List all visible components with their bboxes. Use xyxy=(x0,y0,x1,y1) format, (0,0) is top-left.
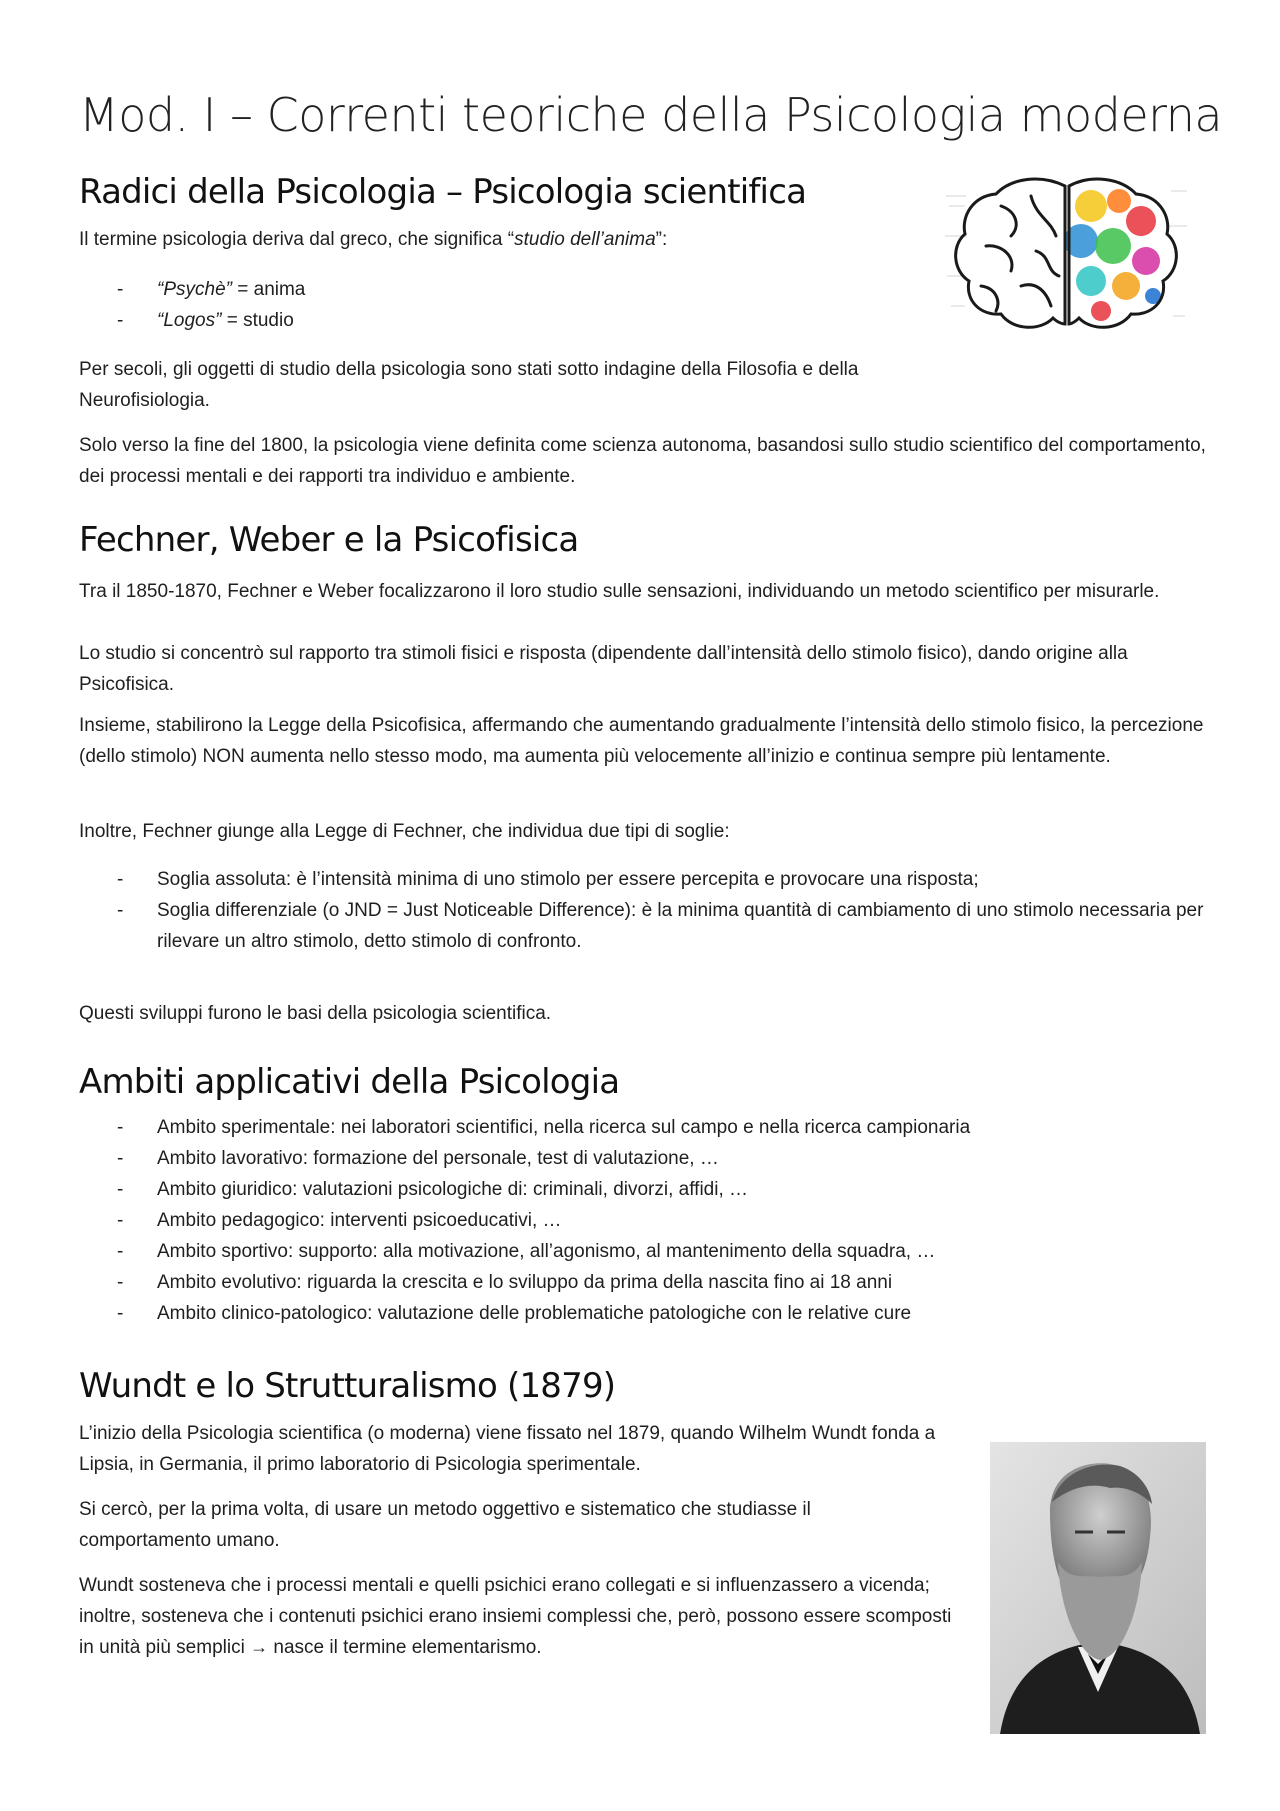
term-psyche: “Psychè” xyxy=(157,279,232,300)
term-logos-meaning: = studio xyxy=(221,310,294,331)
dash-marker: - xyxy=(117,1303,124,1324)
list-item xyxy=(79,1236,1209,1267)
list-item xyxy=(79,895,1209,957)
wundt-paragraph-3-conclusion: nasce il termine elementarismo. xyxy=(268,1637,542,1658)
ambito-sportivo: Ambito sportivo: supporto: alla motivazione, all’agonismo, al mantenimento della squadra, … xyxy=(157,1241,936,1262)
right-arrow-icon: → xyxy=(250,1637,269,1657)
dash-marker: - xyxy=(117,1117,124,1138)
list-item xyxy=(79,274,939,305)
dash-marker: - xyxy=(117,1179,124,1200)
dash-marker: - xyxy=(117,900,124,921)
wundt-paragraph-3 xyxy=(79,1570,959,1663)
ambito-sperimentale: Ambito sperimentale: nei laboratori scientifici, nella ricerca sul campo e nella ricerca campionaria xyxy=(157,1117,971,1138)
heading-ambiti: Ambiti applicativi della Psicologia xyxy=(79,1062,620,1102)
heading-radici: Radici della Psicologia – Psicologia scientifica xyxy=(79,172,807,212)
wundt-paragraph-3-text: Wundt sosteneva che i processi mentali e quelli psichici erano collegati e si influenzassero a vicenda; inoltre, sosteneva che i contenuti psichici erano insiemi complessi che, però, possono essere scomposti in unità più semplici xyxy=(79,1575,952,1658)
brain-illustration xyxy=(941,166,1193,342)
list-item xyxy=(79,864,1209,895)
ambito-evolutivo: Ambito evolutivo: riguarda la crescita e lo sviluppo da prima della nascita fino ai 18 anni xyxy=(157,1272,893,1293)
heading-fechner: Fechner, Weber e la Psicofisica xyxy=(79,520,579,560)
ambito-giuridico: Ambito giuridico: valutazioni psicologiche di: criminali, divorzi, affidi, … xyxy=(157,1179,749,1200)
radici-paragraph-1: Per secoli, gli oggetti di studio della psicologia sono stati sotto indagine della Filosofia e della Neurofisiologia. xyxy=(79,359,859,411)
wundt-portrait xyxy=(990,1442,1206,1734)
fechner-paragraph-2: Lo studio si concentrò sul rapporto tra stimoli fisici e risposta (dipendente dall’intensità dello stimolo fisico), dando origine alla Psicofisica. xyxy=(79,643,1128,695)
fechner-paragraph-5: Questi sviluppi furono le basi della psicologia scientifica. xyxy=(79,1003,552,1024)
term-logos: “Logos” xyxy=(157,310,222,331)
ambito-pedagogico: Ambito pedagogico: interventi psicoeducativi, … xyxy=(157,1210,562,1231)
list-item xyxy=(79,1174,1209,1205)
term-psyche-meaning: = anima xyxy=(231,279,306,300)
list-item xyxy=(79,1112,1209,1143)
dash-marker: - xyxy=(117,1241,124,1262)
ambiti-list xyxy=(79,1112,1209,1329)
dash-marker: - xyxy=(117,1272,124,1293)
dash-marker: - xyxy=(117,869,124,890)
radici-intro-pre: Il termine psicologia deriva dal greco, che significa “ xyxy=(79,229,515,250)
fechner-paragraph-3: Insieme, stabilirono la Legge della Psicofisica, affermando che aumentando gradualmente l’intensità dello stimolo fisico, la percezione (dello stimolo) NON aumenta nello stesso modo, ma aumenta più velocemente all’inizio e continua sempre più lentamente. xyxy=(79,715,1204,767)
ambito-clinico: Ambito clinico-patologico: valutazione delle problematiche patologiche con le relative cure xyxy=(157,1303,912,1324)
etymology-list xyxy=(79,274,939,336)
threshold-absolute: Soglia assoluta: è l’intensità minima di uno stimolo per essere percepita e provocare una risposta; xyxy=(157,869,979,890)
fechner-paragraph-1: Tra il 1850-1870, Fechner e Weber focalizzarono il loro studio sulle sensazioni, individuando un metodo scientifico per misurarle. xyxy=(79,581,1160,602)
wundt-paragraph-1: L’inizio della Psicologia scientifica (o moderna) viene fissato nel 1879, quando Wilhelm Wundt fonda a Lipsia, in Germania, il primo laboratorio di Psicologia sperimentale. xyxy=(79,1423,936,1475)
fechner-paragraph-4: Inoltre, Fechner giunge alla Legge di Fechner, che individua due tipi di soglie: xyxy=(79,821,730,842)
dash-marker: - xyxy=(117,279,124,300)
dash-marker: - xyxy=(117,1210,124,1231)
document-title: Mod. I – Correnti teoriche della Psicologia moderna xyxy=(79,88,1223,142)
ambito-lavorativo: Ambito lavorativo: formazione del personale, test di valutazione, … xyxy=(157,1148,719,1169)
list-item xyxy=(79,1143,1209,1174)
heading-wundt: Wundt e lo Strutturalismo (1879) xyxy=(79,1366,616,1406)
dash-marker: - xyxy=(117,310,124,331)
color-splashes xyxy=(1064,189,1161,321)
list-item xyxy=(79,1298,1209,1329)
thresholds-list xyxy=(79,864,1209,957)
list-item xyxy=(79,1267,1209,1298)
radici-intro xyxy=(79,224,939,255)
wundt-paragraph-2: Si cercò, per la prima volta, di usare un metodo oggettivo e sistematico che studiasse il comportamento umano. xyxy=(79,1499,811,1551)
list-item xyxy=(79,1205,1209,1236)
list-item xyxy=(79,305,939,336)
radici-intro-post: ”: xyxy=(655,229,668,250)
dash-marker: - xyxy=(117,1148,124,1169)
radici-intro-em: studio dell’anima xyxy=(514,229,656,250)
threshold-differential: Soglia differenziale (o JND = Just Noticeable Difference): è la minima quantità di cambiamento di uno stimolo necessaria per rilevare un altro stimolo, detto stimolo di confronto. xyxy=(157,900,1204,952)
radici-paragraph-2: Solo verso la fine del 1800, la psicologia viene definita come scienza autonoma, basandosi sullo studio scientifico del comportamento, dei processi mentali e dei rapporti tra individuo e ambiente. xyxy=(79,435,1206,487)
